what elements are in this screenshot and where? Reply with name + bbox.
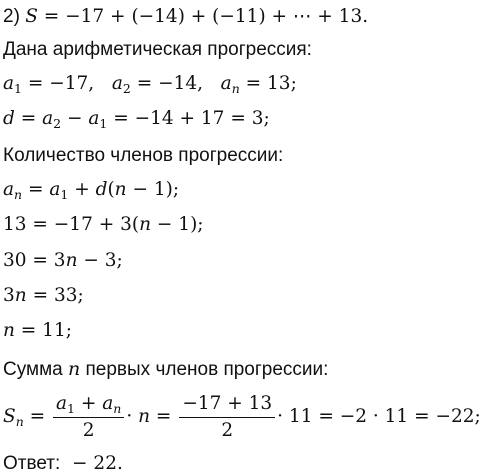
problem-number: 2) <box>3 6 26 27</box>
equation-1: 13 = −17 + 3(n − 1); <box>3 214 204 235</box>
sum-formula: $S_n$ = $\frac{a_1 + a_n}{2}$ · n = $\frac{-17 + 13}{2}$ · 11 = −2 · 11 = −22; <box>3 392 481 441</box>
an-value: 13 <box>267 73 291 94</box>
given-text: Дана арифметическая прогрессия: <box>3 39 312 60</box>
problem-statement <box>3 6 368 28</box>
equation-3: 3n = 33; <box>3 285 84 306</box>
equation-4: n = 11; <box>3 320 72 341</box>
equation-2: 30 = 3n − 3; <box>3 250 123 271</box>
given-values: $a_1 = -17$, $a_2 = -14$, $a_n = 13$; <box>3 73 297 96</box>
sum-text-post: первых членов прогрессии: <box>80 359 329 380</box>
fraction-numeric <box>179 393 275 442</box>
a2-value: −14 <box>158 73 198 94</box>
fraction-general <box>53 393 124 442</box>
fraction-numeric-denominator: 2 <box>221 419 234 441</box>
formula-an: $a_n = a_1 + d(n - 1)$; <box>3 179 180 202</box>
answer-label: Ответ: <box>3 453 61 474</box>
sum-result: · 11 = −2 · 11 = −22; <box>277 406 481 427</box>
fraction-general-numerator: $a_1 + a_n$ <box>53 393 124 418</box>
count-text: Количество членов прогрессии: <box>3 145 284 166</box>
sum-text <box>3 358 328 380</box>
fraction-general-denominator: 2 <box>82 419 95 441</box>
answer-value: − 22. <box>72 453 123 474</box>
fraction-numeric-numerator: −17 + 13 <box>179 393 275 418</box>
problem-expression: S = −17 + (−14) + (−11) + ⋯ + 13. <box>25 6 369 27</box>
sum-text-var: n <box>67 358 81 380</box>
difference-line: $d = a_2 - a_1 = -14 + 17 = 3$; <box>3 108 270 131</box>
sum-text-pre: Сумма <box>3 359 68 380</box>
a1-value: −17 <box>49 73 89 94</box>
difference-rhs: −14 + 17 = 3; <box>134 108 270 129</box>
answer-line <box>3 453 123 475</box>
